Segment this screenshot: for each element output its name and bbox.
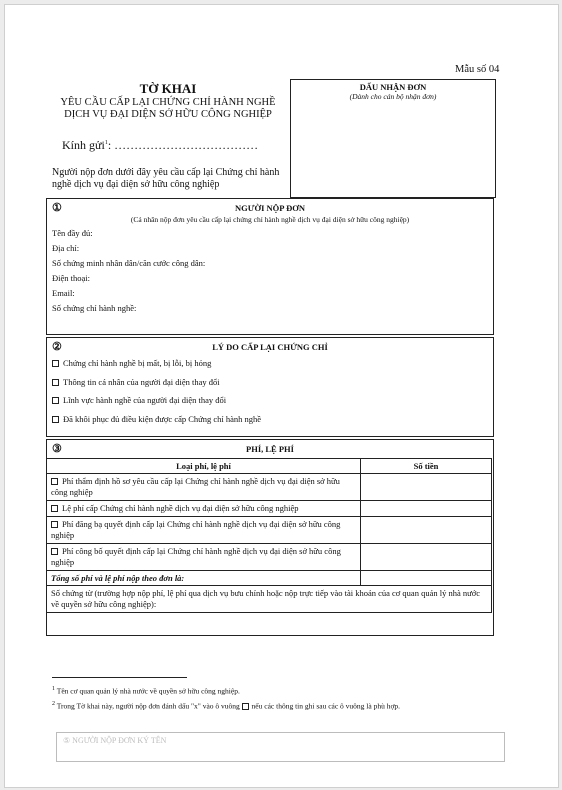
table-row xyxy=(47,501,492,517)
field-email[interactable]: Email: xyxy=(52,288,75,298)
amount-cell[interactable] xyxy=(361,501,492,517)
addressee-dots: : ……………………………… xyxy=(107,138,259,152)
footnote-ref-1: 1 xyxy=(104,140,108,146)
section-heading-fees: PHÍ, LỆ PHÍ xyxy=(246,444,294,454)
footnote-2 xyxy=(52,701,400,711)
section-number-1: ① xyxy=(52,202,62,214)
checkbox-icon[interactable] xyxy=(51,478,58,485)
checkbox-icon[interactable] xyxy=(51,505,58,512)
table-row xyxy=(47,544,492,571)
checkbox-icon[interactable] xyxy=(52,397,59,404)
section-heading-applicant: NGƯỜI NỘP ĐƠN xyxy=(234,203,306,213)
table-row-total xyxy=(47,571,492,586)
table-row xyxy=(47,517,492,544)
reason-label: Lĩnh vực hành nghề của người đại diện thay đổi xyxy=(63,395,227,405)
amount-cell[interactable] xyxy=(361,517,492,544)
subtitle-line-2: DỊCH VỤ ĐẠI DIỆN SỞ HỮU CÔNG NGHIỆP xyxy=(64,109,272,120)
table-row-receipt xyxy=(47,586,492,613)
signature-box[interactable] xyxy=(56,732,505,762)
intro-text: Người nộp đơn dưới đây yêu cầu cấp lại Chứng chỉ hành nghề dịch vụ đại diện sở hữu công nghiệp xyxy=(52,167,280,190)
receipt-number-field[interactable]: Số chứng từ (trường hợp nộp phí, lệ phí qua dịch vụ bưu chính hoặc nộp trực tiếp vào tài khoản của cơ quan quản lý nhà nước về quyền sở hữu công nghiệp): xyxy=(47,586,492,613)
amount-cell[interactable] xyxy=(361,474,492,501)
reason-item[interactable] xyxy=(52,373,493,392)
fee-label: Lệ phí cấp Chứng chỉ hành nghề dịch vụ đại diện sở hữu công nghiệp xyxy=(62,503,299,513)
receipt-stamp-box xyxy=(290,79,496,198)
reason-item[interactable] xyxy=(52,410,493,429)
field-full-name[interactable]: Tên đầy đủ: xyxy=(52,228,93,238)
section-number-2: ② xyxy=(52,341,62,353)
fee-label: Phí đăng bạ quyết định cấp lại Chứng chỉ hành nghề dịch vụ đại diện sở hữu công nghiệp xyxy=(51,519,341,540)
reason-item[interactable] xyxy=(52,354,493,373)
table-row xyxy=(47,474,492,501)
checkbox-icon[interactable] xyxy=(51,548,58,555)
footnote-marker-1: 1 xyxy=(52,686,55,692)
stamp-subtitle: (Dành cho cán bộ nhận đơn) xyxy=(349,92,437,101)
addressee-line xyxy=(62,138,258,153)
checkbox-icon[interactable] xyxy=(51,521,58,528)
section-fees xyxy=(46,439,494,636)
checkbox-icon[interactable] xyxy=(52,360,59,367)
subtitle-line-1: YÊU CẦU CẤP LẠI CHỨNG CHỈ HÀNH NGHỀ xyxy=(60,97,276,108)
fee-label: Phí công bố quyết định cấp lại Chứng chỉ hành nghề dịch vụ đại diện sở hữu công nghiệp xyxy=(51,546,341,567)
document-subtitle xyxy=(52,97,284,121)
addressee-label: Kính gửi xyxy=(62,138,105,152)
footnote-text-2b: nếu các thông tin ghi sau các ô vuông là phù hợp. xyxy=(249,701,401,711)
stamp-title: DẤU NHẬN ĐƠN xyxy=(359,82,427,92)
section-applicant xyxy=(46,198,494,335)
field-certificate-number[interactable]: Số chứng chỉ hành nghề: xyxy=(52,303,137,313)
field-address[interactable]: Địa chỉ: xyxy=(52,243,80,253)
reason-item[interactable] xyxy=(52,391,493,410)
checkbox-icon[interactable] xyxy=(52,416,59,423)
fee-label: Phí thẩm định hồ sơ yêu cầu cấp lại Chứng chỉ hành nghề dịch vụ đại diện sở hữu công nghiệp xyxy=(51,476,340,497)
footnote-text-1: Tên cơ quan quản lý nhà nước về quyền sở hữu công nghiệp. xyxy=(55,686,240,696)
section-note-applicant: (Cá nhân nộp đơn yêu cầu cấp lại chứng chỉ hành nghề dịch vụ đại diện sở hữu công nghiệp) xyxy=(130,215,410,224)
total-label: Tổng số phí và lệ phí nộp theo đơn là: xyxy=(47,571,361,586)
section-heading-reason: LÝ DO CẤP LẠI CHỨNG CHỈ xyxy=(212,342,328,352)
signature-label: ⑤ NGƯỜI NỘP ĐƠN KÝ TÊN xyxy=(63,736,167,745)
footnote-marker-2: 2 xyxy=(52,701,55,707)
footnote-text-2a: Trong Tờ khai này, người nộp đơn đánh dấu "x" vào ô vuông xyxy=(55,701,242,711)
reason-label: Chứng chỉ hành nghề bị mất, bị lỗi, bị hỏng xyxy=(63,358,212,368)
total-amount-cell[interactable] xyxy=(361,571,492,586)
reason-label: Thông tin cá nhân của người đại diện thay đổi xyxy=(63,376,220,387)
fees-table xyxy=(46,458,492,613)
column-header-amount: Số tiền xyxy=(361,459,492,474)
field-phone[interactable]: Điện thoại: xyxy=(52,273,91,283)
amount-cell[interactable] xyxy=(361,544,492,571)
field-id-number[interactable]: Số chứng minh nhân dân/căn cước công dân: xyxy=(52,258,206,268)
checkbox-icon[interactable] xyxy=(52,379,59,386)
column-header-fee-type: Loại phí, lệ phí xyxy=(47,459,361,474)
reason-label: Đã khôi phục đủ điều kiện được cấp Chứng chỉ hành nghề xyxy=(63,413,262,424)
section-reason xyxy=(46,337,494,437)
section-number-3: ③ xyxy=(52,443,62,455)
document-title: TỜ KHAI xyxy=(139,81,197,96)
form-number: Mẫu số 04 xyxy=(455,64,500,75)
checkbox-icon xyxy=(242,703,249,710)
footnote-1 xyxy=(52,686,240,696)
footnote-divider xyxy=(52,677,187,678)
